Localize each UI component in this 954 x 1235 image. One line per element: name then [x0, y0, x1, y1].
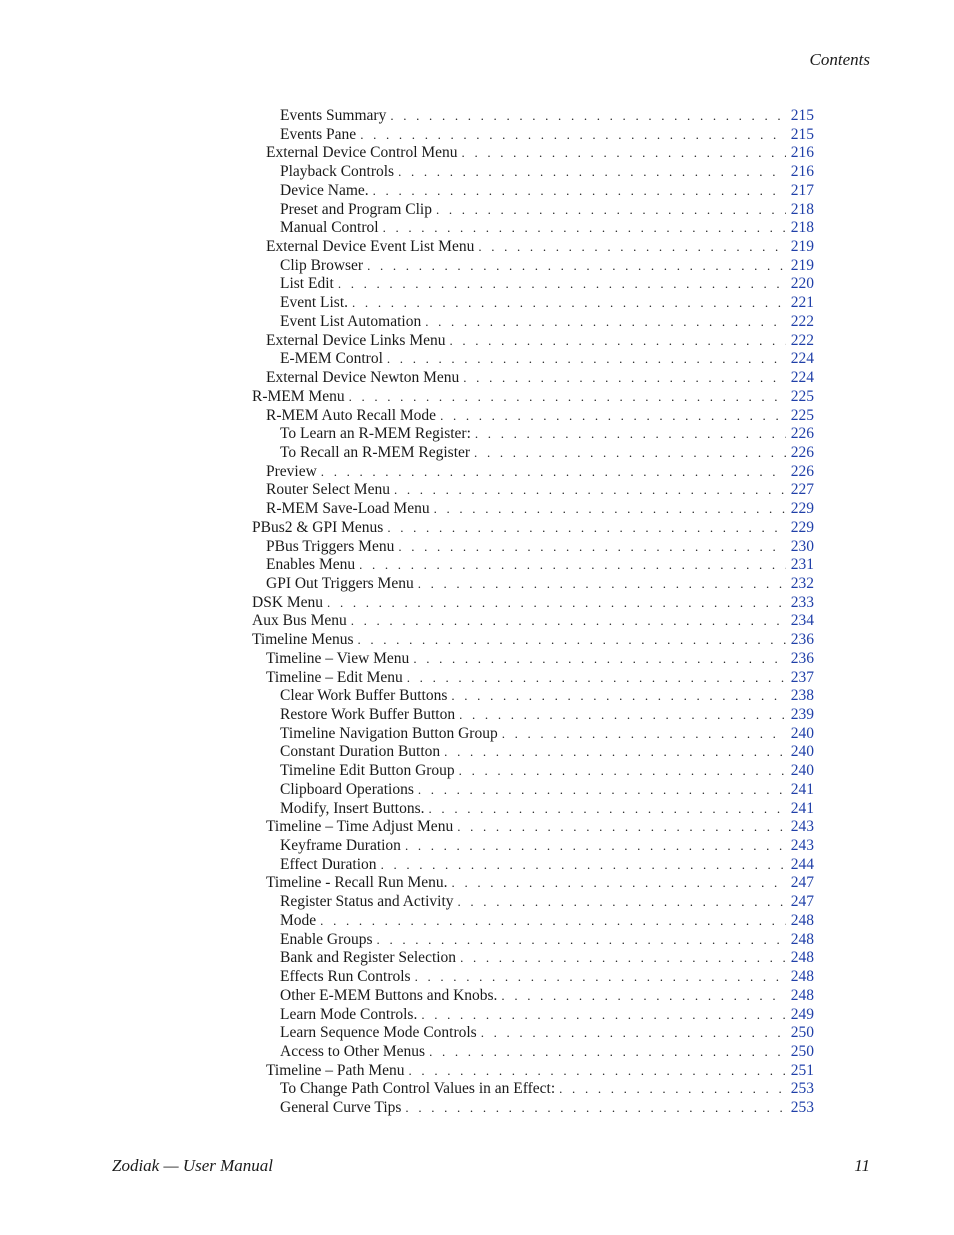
running-header: Contents: [809, 50, 870, 69]
toc-entry-label[interactable]: Timeline – Path Menu: [266, 1061, 405, 1079]
toc-entry-label[interactable]: Preview: [266, 462, 317, 480]
toc-page-link[interactable]: 232: [790, 574, 814, 592]
toc-entry[interactable]: [252, 893, 814, 912]
toc-entry-label[interactable]: To Learn an R-MEM Register:: [280, 425, 471, 443]
toc-page-link[interactable]: 244: [790, 855, 814, 873]
dot-leader: [440, 407, 786, 426]
toc-entry[interactable]: [252, 238, 814, 257]
toc-entry-label[interactable]: E-MEM Control: [280, 350, 383, 368]
toc-entry[interactable]: [252, 126, 814, 145]
toc-page-link[interactable]: 243: [790, 818, 814, 836]
toc-page-link[interactable]: 227: [790, 481, 814, 499]
toc-page-link[interactable]: 240: [790, 762, 814, 780]
toc-entry-label[interactable]: Timeline – Edit Menu: [266, 668, 403, 686]
toc-entry-label[interactable]: PBus Triggers Menu: [266, 537, 395, 555]
toc-entry[interactable]: [252, 743, 814, 762]
dot-leader: [415, 968, 786, 987]
toc-entry[interactable]: [252, 182, 814, 201]
dot-leader: [413, 650, 786, 669]
dot-leader: [367, 257, 786, 276]
toc-page-link[interactable]: 248: [790, 911, 814, 929]
toc-entry[interactable]: [252, 968, 814, 987]
dot-leader: [338, 275, 786, 294]
toc-entry[interactable]: [252, 275, 814, 294]
toc-entry[interactable]: [252, 650, 814, 669]
toc-entry[interactable]: [252, 631, 814, 650]
toc-page-link[interactable]: 248: [790, 949, 814, 967]
dot-leader: [351, 612, 786, 631]
dot-leader: [398, 163, 786, 182]
dot-leader: [481, 1024, 786, 1043]
toc-entry-label[interactable]: External Device Event List Menu: [266, 238, 475, 256]
toc-page-link[interactable]: 250: [790, 1024, 814, 1042]
toc-entry[interactable]: [252, 1062, 814, 1081]
toc-entry-label[interactable]: R-MEM Save-Load Menu: [266, 500, 430, 518]
toc-entry[interactable]: [252, 201, 814, 220]
toc-page-link[interactable]: 233: [790, 593, 814, 611]
toc-entry[interactable]: [252, 350, 814, 369]
toc-entry-label[interactable]: List Edit: [280, 275, 334, 293]
toc-entry-label[interactable]: Bank and Register Selection: [280, 949, 457, 967]
toc-entry-label[interactable]: Learn Sequence Mode Controls: [280, 1024, 477, 1042]
toc-entry-label[interactable]: Register Status and Activity: [280, 893, 454, 911]
toc-page-link[interactable]: 222: [790, 331, 814, 349]
toc-page-link[interactable]: 231: [790, 556, 814, 574]
toc-page-link[interactable]: 219: [790, 256, 814, 274]
dot-leader: [459, 762, 786, 781]
toc-entry[interactable]: [252, 912, 814, 931]
toc-page-link[interactable]: 215: [790, 107, 814, 124]
dot-leader: [429, 1043, 786, 1062]
dot-leader: [451, 687, 786, 706]
footer-manual-title: Zodiak — User Manual: [112, 1156, 274, 1175]
toc-entry[interactable]: [252, 781, 814, 800]
toc-entry-label[interactable]: Restore Work Buffer Button: [280, 706, 456, 723]
dot-leader: [457, 818, 786, 837]
toc-entry[interactable]: [252, 313, 814, 332]
dot-leader: [407, 669, 786, 688]
toc-entry[interactable]: [252, 669, 814, 688]
dot-leader: [460, 949, 786, 968]
toc-entry-label[interactable]: GPI Out Triggers Menu: [266, 574, 414, 592]
toc-entry-label[interactable]: R-MEM Menu: [252, 387, 345, 405]
toc-entry-label[interactable]: Effect Duration: [280, 855, 377, 873]
toc-page-link[interactable]: 229: [790, 518, 814, 536]
toc-entry-label[interactable]: Aux Bus Menu: [252, 612, 347, 630]
dot-leader: [458, 893, 787, 912]
toc-entry-label[interactable]: Access to Other Menus: [280, 1042, 426, 1060]
toc-entry-label[interactable]: Clip Browser: [280, 256, 364, 274]
toc-entry-label[interactable]: Preset and Program Clip: [280, 200, 432, 218]
dot-leader: [398, 538, 786, 557]
dot-leader: [409, 1062, 786, 1081]
toc-entry[interactable]: [252, 818, 814, 837]
toc-entry-label[interactable]: Timeline – View Menu: [266, 649, 410, 667]
toc-page-link[interactable]: 226: [790, 443, 814, 461]
toc-entry-label[interactable]: R-MEM Auto Recall Mode: [266, 406, 437, 424]
toc-entry-label[interactable]: DSK Menu: [252, 593, 324, 611]
toc-page-link[interactable]: 226: [790, 462, 814, 480]
toc-entry-label[interactable]: Keyframe Duration: [280, 837, 401, 855]
toc-entry-label[interactable]: To Change Path Control Values in an Effect:: [280, 1080, 556, 1098]
toc-entry[interactable]: [252, 1043, 814, 1062]
toc-entry[interactable]: [252, 706, 814, 725]
toc-page-link[interactable]: 234: [790, 612, 814, 630]
dot-leader: [377, 931, 786, 950]
toc-page-link[interactable]: 216: [790, 163, 814, 181]
toc-entry[interactable]: [252, 500, 814, 519]
dot-leader: [387, 519, 786, 538]
toc-entry[interactable]: [252, 800, 814, 819]
toc-entry-label[interactable]: General Curve Tips: [280, 1099, 402, 1117]
toc-entry-label[interactable]: Enable Groups: [280, 930, 373, 948]
toc-page-link[interactable]: 218: [790, 219, 814, 237]
toc-page-link[interactable]: 222: [790, 312, 814, 330]
toc-entry-label[interactable]: Modify, Insert Buttons.: [280, 799, 425, 817]
toc-page-link[interactable]: 248: [790, 986, 814, 1004]
toc-page-link[interactable]: 215: [790, 125, 814, 143]
toc-entry[interactable]: [252, 612, 814, 631]
toc-entry-label[interactable]: External Device Control Menu: [266, 144, 458, 162]
dot-leader: [327, 594, 786, 613]
toc-entry-label[interactable]: Other E-MEM Buttons and Knobs.: [280, 986, 498, 1004]
dot-leader: [478, 238, 786, 257]
toc-page-link[interactable]: 225: [790, 406, 814, 424]
dot-leader: [449, 332, 786, 351]
dot-leader: [421, 1006, 786, 1025]
dot-leader: [390, 107, 786, 126]
dot-leader: [462, 144, 786, 163]
toc-page-link[interactable]: 249: [790, 1005, 814, 1023]
dot-leader: [429, 800, 786, 819]
dot-leader: [425, 313, 786, 332]
toc-entry-label[interactable]: PBus2 & GPI Menus: [252, 518, 384, 536]
toc-entry-label[interactable]: Enables Menu: [266, 556, 356, 574]
toc-page-link[interactable]: 247: [790, 893, 814, 911]
toc-entry-label[interactable]: Mode: [280, 911, 317, 929]
toc-entry[interactable]: [252, 1099, 814, 1118]
toc-entry[interactable]: [252, 594, 814, 613]
toc-entry[interactable]: [252, 369, 814, 388]
toc-entry-label[interactable]: Clear Work Buffer Buttons: [280, 687, 448, 705]
toc-page-link[interactable]: 218: [790, 200, 814, 218]
dot-leader: [357, 631, 786, 650]
dot-leader: [418, 781, 786, 800]
dot-leader: [383, 219, 786, 238]
table-of-contents: [252, 107, 814, 1118]
footer-page-number: 11: [854, 1156, 870, 1175]
dot-leader: [405, 1099, 786, 1118]
toc-entry[interactable]: [252, 856, 814, 875]
dot-leader: [360, 126, 786, 145]
toc-page-link[interactable]: 225: [790, 387, 814, 405]
toc-entry[interactable]: [252, 1080, 814, 1099]
toc-page-link[interactable]: 240: [790, 724, 814, 742]
toc-entry-label[interactable]: Timeline Navigation Button Group: [280, 724, 498, 742]
toc-entry[interactable]: [252, 538, 814, 557]
toc-page-link[interactable]: 250: [790, 1042, 814, 1060]
dot-leader: [474, 444, 786, 463]
dot-leader: [502, 725, 786, 744]
toc-entry-label[interactable]: Learn Mode Controls.: [280, 1005, 418, 1023]
toc-entry[interactable]: [252, 332, 814, 351]
dot-leader: [452, 874, 786, 893]
toc-entry-label[interactable]: Effects Run Controls: [280, 968, 411, 986]
toc-page-link[interactable]: 248: [790, 968, 814, 986]
dot-leader: [444, 743, 786, 762]
toc-page-link[interactable]: 253: [790, 1080, 814, 1098]
toc-entry-label[interactable]: Manual Control: [280, 219, 379, 237]
toc-entry-label[interactable]: Timeline Menus: [252, 631, 354, 649]
dot-leader: [387, 350, 786, 369]
toc-page-link[interactable]: 224: [790, 350, 814, 368]
toc-entry[interactable]: [252, 931, 814, 950]
toc-page-link[interactable]: 236: [790, 649, 814, 667]
toc-entry[interactable]: [252, 575, 814, 594]
toc-page-link[interactable]: 221: [790, 294, 814, 312]
toc-entry[interactable]: [252, 987, 814, 1006]
toc-entry[interactable]: [252, 762, 814, 781]
toc-entry[interactable]: [252, 257, 814, 276]
dot-leader: [373, 182, 786, 201]
dot-leader: [418, 575, 786, 594]
toc-entry[interactable]: [252, 874, 814, 893]
toc-page-link[interactable]: 241: [790, 780, 814, 798]
toc-page-link[interactable]: 220: [790, 275, 814, 293]
dot-leader: [459, 706, 786, 725]
toc-entry[interactable]: [252, 463, 814, 482]
toc-page-link[interactable]: 229: [790, 500, 814, 518]
dot-leader: [352, 294, 786, 313]
toc-entry-label[interactable]: Constant Duration Button: [280, 743, 441, 761]
dot-leader: [349, 388, 786, 407]
dot-leader: [394, 481, 786, 500]
dot-leader: [405, 837, 786, 856]
toc-page-link[interactable]: 239: [790, 706, 814, 723]
toc-entry-label[interactable]: To Recall an R-MEM Register: [280, 443, 471, 461]
toc-page-link[interactable]: 224: [790, 369, 814, 387]
toc-page-link[interactable]: 230: [790, 537, 814, 555]
dot-leader: [501, 987, 786, 1006]
toc-entry[interactable]: [252, 837, 814, 856]
toc-page-link[interactable]: 253: [790, 1099, 814, 1117]
toc-entry[interactable]: [252, 144, 814, 163]
toc-entry[interactable]: [252, 687, 814, 706]
toc-page-link[interactable]: 217: [790, 181, 814, 199]
toc-entry-label[interactable]: Events Pane: [280, 125, 357, 143]
dot-leader: [436, 201, 786, 220]
toc-entry[interactable]: [252, 481, 814, 500]
toc-entry[interactable]: [252, 425, 814, 444]
toc-entry-label[interactable]: Event List.: [280, 294, 349, 312]
toc-entry[interactable]: [252, 107, 814, 126]
toc-entry-label[interactable]: Event List Automation: [280, 312, 422, 330]
toc-entry[interactable]: [252, 219, 814, 238]
dot-leader: [359, 556, 786, 575]
toc-entry[interactable]: [252, 949, 814, 968]
toc-page-link[interactable]: 251: [790, 1061, 814, 1079]
toc-entry[interactable]: [252, 388, 814, 407]
toc-page-link[interactable]: 226: [790, 425, 814, 443]
toc-entry[interactable]: [252, 1006, 814, 1025]
dot-leader: [381, 856, 786, 875]
toc-page-link[interactable]: 237: [790, 668, 814, 686]
toc-entry-label[interactable]: External Device Links Menu: [266, 331, 446, 349]
toc-entry[interactable]: [252, 519, 814, 538]
toc-page-link[interactable]: 219: [790, 238, 814, 256]
toc-page-link[interactable]: 216: [790, 144, 814, 162]
toc-page-link[interactable]: 243: [790, 837, 814, 855]
toc-entry[interactable]: [252, 163, 814, 182]
dot-leader: [463, 369, 786, 388]
dot-leader: [434, 500, 786, 519]
toc-page-link[interactable]: 238: [790, 687, 814, 705]
toc-page-link[interactable]: 241: [790, 799, 814, 817]
toc-entry-label[interactable]: Timeline - Recall Run Menu.: [266, 874, 448, 892]
toc-entry-label[interactable]: Timeline Edit Button Group: [280, 762, 455, 780]
toc-page-link[interactable]: 236: [790, 631, 814, 649]
toc-entry-label[interactable]: External Device Newton Menu: [266, 369, 460, 387]
toc-page-link[interactable]: 240: [790, 743, 814, 761]
toc-entry-label[interactable]: Clipboard Operations: [280, 780, 414, 798]
dot-leader: [320, 912, 786, 931]
toc-entry-label[interactable]: Router Select Menu: [266, 481, 390, 499]
toc-entry[interactable]: [252, 407, 814, 426]
toc-entry-label[interactable]: Events Summary: [280, 107, 387, 124]
toc-entry[interactable]: [252, 1024, 814, 1043]
toc-page-link[interactable]: 247: [790, 874, 814, 892]
dot-leader: [475, 425, 786, 444]
toc-entry[interactable]: [252, 556, 814, 575]
dot-leader: [559, 1080, 786, 1099]
toc-entry-label[interactable]: Device Name.: [280, 181, 369, 199]
toc-entry[interactable]: [252, 725, 814, 744]
toc-entry-label[interactable]: Playback Controls: [280, 163, 395, 181]
toc-entry[interactable]: [252, 294, 814, 313]
toc-page-link[interactable]: 248: [790, 930, 814, 948]
toc-entry-label[interactable]: Timeline – Time Adjust Menu: [266, 818, 454, 836]
toc-entry[interactable]: [252, 444, 814, 463]
dot-leader: [321, 463, 786, 482]
